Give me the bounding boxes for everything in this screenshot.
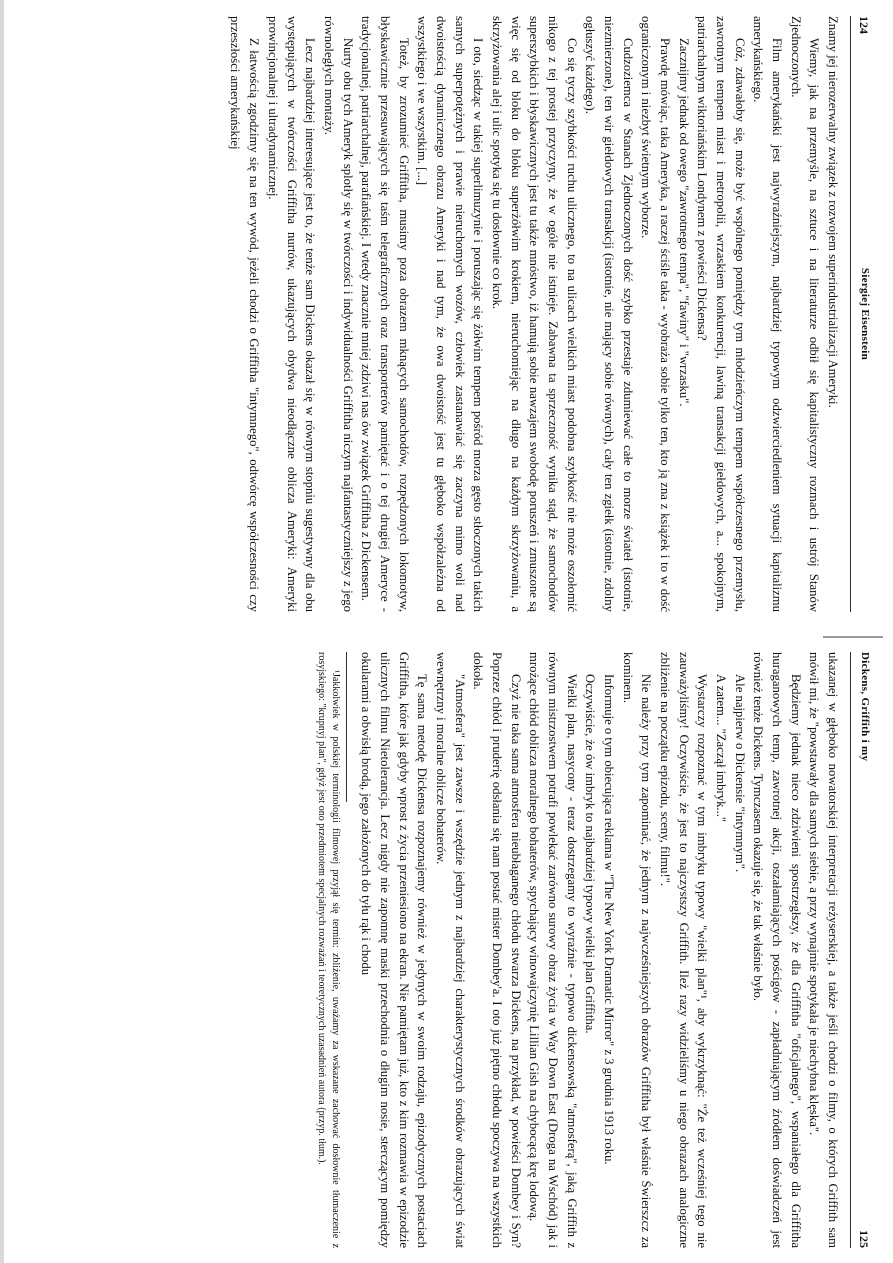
paragraph: Oczywiście, że ów imbryk to najbardziej typowy wielki plan Griffitha.	[583, 674, 598, 1034]
right-page	[35, 652, 875, 1248]
paragraph: Wiemy, jak na przemyśle, na sztuce i na literaturze odbił się kapitalistyczny rozmach i ustrój Stanów Zjednoczonych.	[788, 16, 822, 612]
footnote-rule	[346, 652, 347, 802]
paragraph: Prawdę mówiąc, taka Ameryka, a raczej ściśle taka - wyobraża sobie tylko ten, kto ją zna z książek i to w dość ograniczonym i niezbyt świetnym wyborze.	[639, 16, 672, 612]
paragraph: Informuje o tym obiecująca reklama w "The New York Dramatic Mirror" z 3 grudnia 1913 roku.	[601, 674, 616, 1165]
footnote: ¹Jakkolwiek w polskiej terminologii filmowej przyjął się termin: zbliżenie, uważamy za wskazane zachować dosłownie tłumaczenie z rosyjskiego: "krupnyj plan", gdyż jest ono przedmiotem specjalnych rozważań i teoretycznych uzasadnień autora (przyp. tłum.).	[316, 652, 341, 1248]
paragraph: Nie należy przy tym zapominać, że jednym z najwcześniejszych obrazów Griffitha był właśnie Świerszcz za kominem.	[620, 652, 654, 1248]
left-running-head: Siergiej Eisenstein	[859, 267, 871, 361]
paragraph: Co się tyczy szybkości ruchu ulicznego, to na ulicach wielkich miast podobna szybkość nie może oszołomić nikogo z tej prostej przyczyny, że w ogóle nie istnieje. Zabawna ta sprzeczność wynika stąd, że samochodów superszybkich i błyskawicznych jest tu także mnóstwo, iż hamują sobie nawzajem swobodę poruszeń i zmuszone są więc się od bloku do bloku superżółwim krokiem, nieruchomiejąc na długo na każdym skrzyżowaniu, a skrzyżowania alej i ulic spotyka się tu dosłownie co krok.	[489, 16, 579, 612]
paragraph: A zatem... "Zaczął imbryk..."	[713, 674, 728, 823]
paragraph: ukazanej w głęboko nowatorskiej interpretacji reżyserskiej, a także jeśli chodzi o filmy, o których Griffith sam mówił mi, że "powstawały dla samych siebie, a przy wynajmie spotykała je niechybna klęska".	[807, 652, 840, 1248]
paragraph: Wielki plan, nasycony - teraz dostrzegamy to wyraźnie - typowo dickensowską "atmosferą", jaką Griffith z równym mistrzostwem potrafi powlekać zarówno surowy obraz życia w Way Down East (Droga na Wschód) jak i mroźące chłód oblicza moralnego bohaterów, spychający winowajczynię Lillian Gish na chybocącą krę lodową.	[527, 652, 579, 1248]
paragraph: I oto, siedząc w takiej superlimuzynie i poruszając się żółwim tempem pośród morza gęsto stłoczonych takich samych superpotężnych i prawie nieruchomych wozów, człowiek zastanawiać się zaczyna mimo woli nad dwoistością dynamicznego obrazu Ameryki i nad tym, że owa dwoistość jest tu głęboko współzależna od wszystkiego i we wszystkim. [...]	[415, 16, 486, 612]
paragraph: Film amerykański jest najwyraźniejszym, najbardziej typowym odzwierciedleniem sytuacji kapitalizmu amerykańskiego.	[751, 16, 784, 612]
paragraph: Znamy jej nierozerwalny związek z rozwojem superindustrializacji Ameryki.	[826, 16, 840, 408]
paragraph: Będziemy jednak nieco zdziwieni spostrzegłszy, że dla Griffitha "oficjalnego", wspaniałego dla Griffitha huraganowych temp, zawrotnej akcji, oszałamiających pościgów - zapładniającym źródłem doświadczeń jest również tenże Dickens. Tymczasem okazuje się, że tak właśnie było.	[751, 652, 803, 1248]
paragraph: Ale najpierw o Dickensie "intymnym".	[732, 674, 747, 873]
paragraph: Tę sama metodę Dickensa rozpoznajemy również w jedynych w swoim rodzaju, epizodycznych postaciach Griffitha, które jak gdyby wprost z życia przeniesiono na ekran. Nie pamiętam już, kto z kim rozmawia w epizodzie ulicznych filmu Nietolerancja. Lecz nigdy nie zapomnę maski przechodnia o długim nosie, sterczącym pomiędzy okularami a obwisłą brodą, jego założonych do tyłu rąk i chodu	[359, 652, 430, 1248]
right-page-number: 125	[857, 1230, 871, 1248]
paragraph: Cudzoziemca w Stanach Zjednoczonych dość szybko przestaje zdumiewać całe to morze świateł (istotnie, niezmierzone), ten wir giełdowych transakcji (istotnie, nie mający sobie równych), cały ten zgiełk (istotnie, zdolny ogłuszyć każdego).	[583, 16, 635, 612]
left-page-number: 124	[857, 16, 871, 34]
paragraph: "Atmosfera" jest zawsze i wszędzie jednym z najbardziej charakterystycznych środków obrazujących świat wewnętrzny i moralne oblicze bohaterów.	[433, 652, 467, 1248]
right-page-header	[850, 652, 875, 1248]
paragraph: Nurty obu tych Ameryk splotły się w twórczości i indywidualności Griffitha niczym najfantastyczniejszy z jego równoległych montaży.	[321, 16, 355, 612]
left-page	[35, 16, 875, 612]
left-page-header	[850, 16, 875, 612]
paragraph: Lecz najbardziej interesujące jest to, że tenże sam Dickens okazał się w równym stopniu sugestywny dla obu występujących w twórczości Griffitha nurtów, ukazujących obydwa nieodłączne oblicza Ameryki: Ameryki prowincjonalnej i ultradynamicznej.	[265, 16, 318, 612]
paragraph: Wystarczy rozpoznać w tym imbryku typowy "wielki plan"¹, aby wykrzyknąć: "Że też wcześniej tego nie zauważyliśmy! Oczywiście, że jest to najczystszy Griffith. Ileż razy widzieliśmy u niego obrazach analogiczne zbliżenie na początku epizodu, sceny, filmu!".	[657, 652, 710, 1248]
paragraph: Z łatwością zgodzimy się na ten wywód, jeżeli chodzi o Griffitha "intymnego", odtwórcę współczesności czy przeszłości amerykańskiej	[228, 16, 262, 612]
paragraph: Zacznijmy jednak od owego "zawrotnego tempa", "fawiny" i "wrzasku".	[676, 38, 691, 407]
paragraph: Cóż, zdawałoby się, może być wspólnego pomiędzy tym młodzieńczym tempem współczesnego przemysłu, zawrotnym tempem miast i metropolii, wrzaskiem konkurencji, lawiną transakcji giełdowych, a... spokojnym, patriarchalnym wiktoriańskim Londynem z powieści Dickensa?	[695, 16, 747, 612]
paragraph: Czyż nie taka sama atmosfera nieubłaganego chłodu stwarza Dickens, na przykład, w powieści Dombey i Syn? Poprzez chłód i pruderię odsłania się nam postać mister Dombey'a. I oto już piętno chłodu spoczywa na wszystkich dokoła.	[471, 652, 523, 1248]
paragraph: Toteż, by zrozumieć Griffitha, musimy poza obrazem mknących samochodów, rozpędzonych lokomotyw, błyskawicznie przesuwających się taśm telegraficznych oraz transporterów pamiętać i o tej drugiej Ameryce - tradycjonalnej, patriarchalnej, parafiańskiej. I wtedy znacznie mniej zdziwi nas ów związek Griffitha z Dickensem.	[359, 16, 411, 612]
right-running-head: Dickens, Griffith i my	[859, 652, 871, 762]
right-page-body	[357, 652, 842, 1248]
left-page-body	[226, 16, 842, 612]
